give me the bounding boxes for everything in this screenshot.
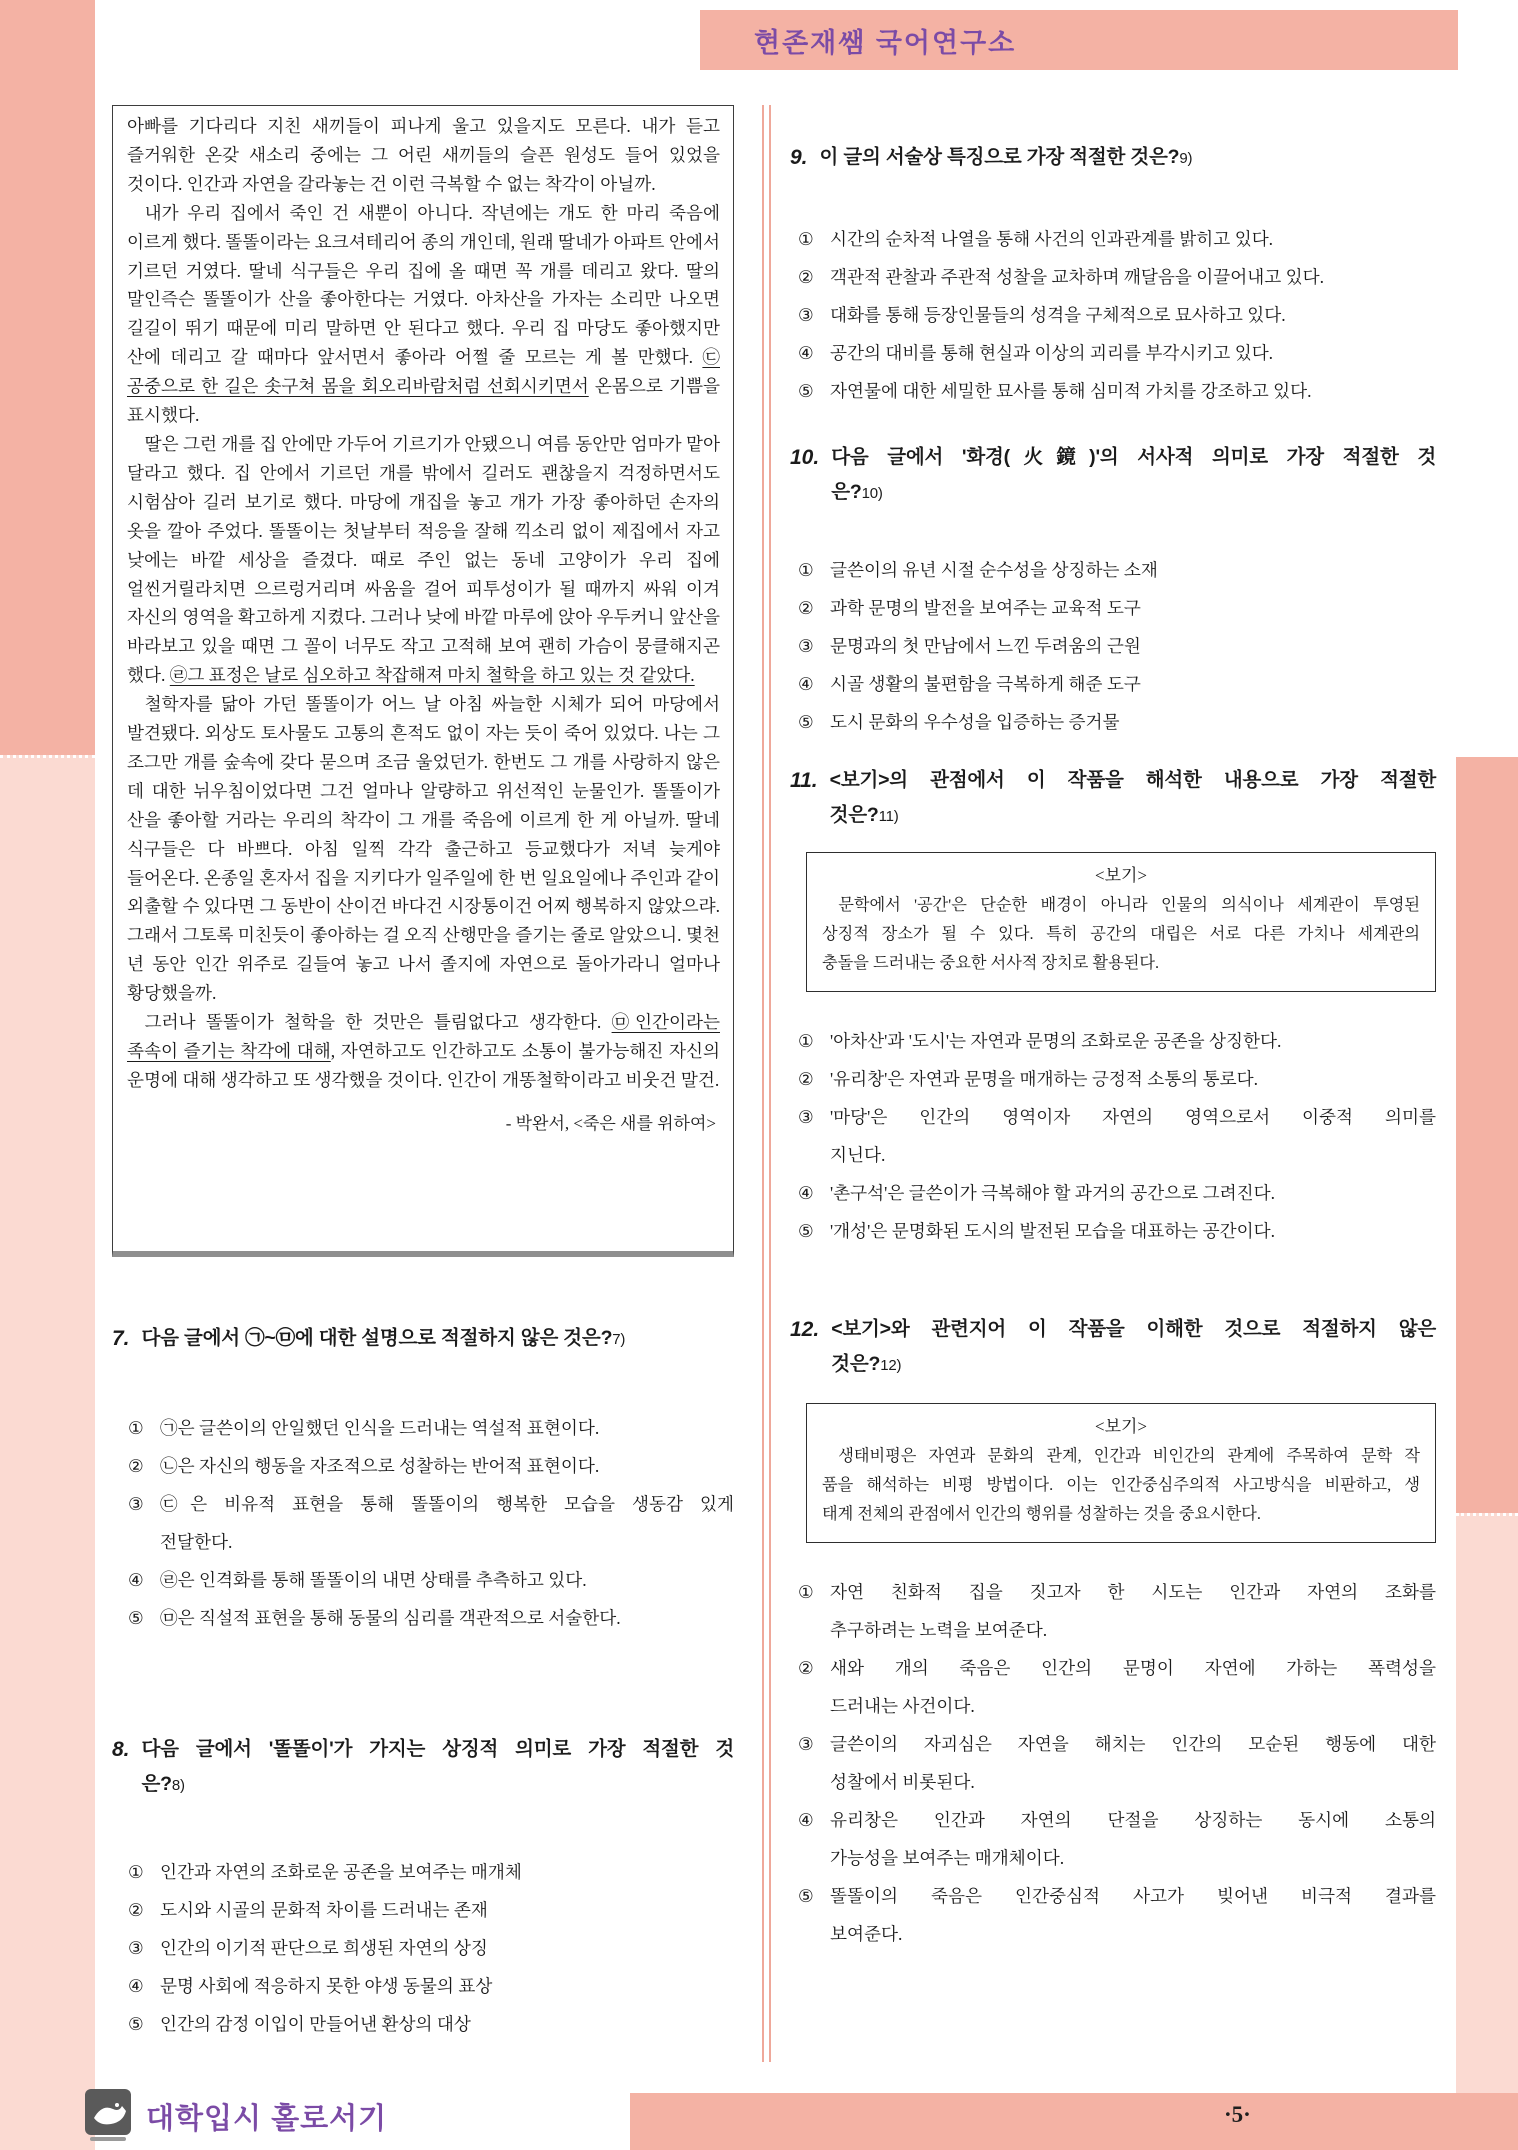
option-number: ① xyxy=(128,1862,144,1882)
question-number: 12. xyxy=(790,1318,820,1341)
bogi-line: 태계 전체의 관점에서 인간의 행위를 성찰하는 것을 중요시한다. xyxy=(822,1505,1261,1523)
answer-option xyxy=(798,627,1436,665)
option-line: 도시 문화의 우수성을 입증하는 증거물 xyxy=(830,712,1120,732)
site-logo xyxy=(84,2088,132,2142)
bogi-line: 문학에서 '공간'은 단순한 배경이 아니라 인물의 의식이나 세계관이 투영된 xyxy=(838,896,1420,914)
question-prompt xyxy=(820,140,1436,176)
option-line: 자연물에 대한 세밀한 묘사를 통해 심미적 가치를 강조하고 있다. xyxy=(830,381,1312,401)
answer-option xyxy=(798,1212,1436,1250)
option-number: ② xyxy=(798,598,814,618)
answer-option xyxy=(798,665,1436,703)
prompt-line: 다음 글에서 ㉠~㉤에 대한 설명으로 적절하지 않은 것은?7) xyxy=(141,1327,626,1349)
option-number: ⑤ xyxy=(128,1608,144,1628)
option-number: ④ xyxy=(128,1976,144,1996)
answer-option xyxy=(128,1485,734,1561)
bottom-banner xyxy=(630,2093,1518,2150)
passage-paragraph: 딸은 그런 개를 집 안에만 가두어 기르기가 안됐으니 여름 동안만 엄마가 맡아 달라고 했다. 집 안에서 기르던 개를 밖에서 길러도 괜찮을지 걱정하면서도 시험삼아 길러 보기로 했다. 마당에 개집을 놓고 개가 가장 좋아하던 손자의 옷을 깔아 주었다. 똘똘이는 첫날부터 적응을 잘해 끽소리 없이 제집에서 자고 낮에는 바깥 세상을 즐겼다. 때로 주인 없는 동네 고양이가 우리 집에 얼씬거릴라치면 으르렁거리며 싸움을 걸어 피투성이가 될 때까지 싸워 이겨 자신의 영역을 확고하게 지켰다. 그러나 낮에 바깥 마루에 앉아 우두커니 앞산을 바라보고 있을 때면 그 꼴이 너무도 작고 고적해 보여 괜히 가슴이 뭉클해지곤 했다. ㉣그 표정은 날로 심오하고 착잡해져 마치 철학을 하고 있는 것 같았다. xyxy=(127,433,720,686)
option-line: 똘똘이의 죽음은 인간중심적 사고가 빚어낸 비극적 결과를 xyxy=(830,1886,1436,1906)
decor-right-strip-bottom xyxy=(1456,1513,1518,2150)
option-list xyxy=(790,551,1436,741)
option-line: 대화를 통해 등장인물들의 성격을 구체적으로 묘사하고 있다. xyxy=(830,305,1286,325)
option-number: ④ xyxy=(798,1183,814,1203)
footnote-ref: 7) xyxy=(612,1331,626,1348)
bogi-line: 상징적 장소가 될 수 있다. 특히 공간의 대립은 서로 다른 가치나 세계관의 xyxy=(822,925,1420,943)
option-line: 문명 사회에 적응하지 못한 야생 동물의 표상 xyxy=(160,1976,493,1996)
prompt-line: 은?10) xyxy=(831,481,883,503)
option-line: 인간의 이기적 판단으로 희생된 자연의 상징 xyxy=(160,1938,488,1958)
answer-option xyxy=(798,1060,1436,1098)
option-number: ① xyxy=(798,1582,814,1602)
option-line: 시골 생활의 불편함을 극복하게 해준 도구 xyxy=(830,674,1141,694)
bogi-line: 생태비평은 자연과 문화의 관계, 인간과 비인간의 관계에 주목하여 문학 작 xyxy=(838,1447,1420,1465)
question-12 xyxy=(790,1312,1436,1953)
question-prompt xyxy=(142,1732,734,1803)
passage-paragraph: 그러나 똘똘이가 철학을 한 것만은 틀림없다고 생각한다. ㉤인간이라는 족속이 즐기는 착각에 대해, 자연하고도 인간하고도 소통이 불가능해진 자신의 운명에 대해 생각하고 또 생각했을 것이다. 인간이 개똥철학이라고 비웃건 말건. xyxy=(127,1012,720,1090)
right-column xyxy=(790,140,1436,1953)
question-head xyxy=(790,1312,1436,1383)
question-head xyxy=(790,140,1436,176)
question-number: 8. xyxy=(112,1738,130,1761)
option-list xyxy=(790,1573,1436,1953)
option-line: 추구하려는 노력을 보여준다. xyxy=(830,1620,1048,1640)
option-line: '개성'은 문명화된 도시의 발전된 모습을 대표하는 공간이다. xyxy=(830,1221,1276,1241)
option-line: 자연 친화적 집을 짓고자 한 시도는 인간과 자연의 조화를 xyxy=(830,1582,1436,1602)
footnote-ref: 11) xyxy=(878,808,899,825)
option-number: ③ xyxy=(798,305,814,325)
question-number: 11. xyxy=(790,769,818,792)
question-8 xyxy=(112,1732,734,2043)
question-prompt xyxy=(831,440,1436,511)
answer-option xyxy=(798,1022,1436,1060)
option-number: ② xyxy=(128,1456,144,1476)
option-line: 공간의 대비를 통해 현실과 이상의 괴리를 부각시키고 있다. xyxy=(830,343,1274,363)
passage-body xyxy=(127,112,720,1095)
question-prompt xyxy=(142,1321,734,1357)
left-column xyxy=(112,105,734,2043)
answer-option xyxy=(128,2005,734,2043)
option-number: ③ xyxy=(798,1734,814,1754)
option-line: ㉢은 비유적 표현을 통해 똘똘이의 행복한 모습을 생동감 있게 xyxy=(160,1494,734,1514)
option-line: 가능성을 보여주는 매개체이다. xyxy=(830,1848,1065,1868)
answer-option xyxy=(798,296,1436,334)
option-number: ① xyxy=(128,1418,144,1438)
option-number: ④ xyxy=(798,1810,814,1830)
passage-paragraph: 내가 우리 집에서 죽인 건 새뿐이 아니다. 작년에는 개도 한 마리 죽음에 이르게 했다. 똘똘이라는 요크셔테리어 종의 개인데, 원래 딸네가 아파트 안에서 기르던 거였다. 딸네 식구들은 우리 집에 올 때면 꼭 개를 데리고 왔다. 딸의 말인즉슨 똘똘이가 산을 좋아한다는 거였다. 아차산을 가자는 소리만 나오면 길길이 뛰기 때문에 미리 말하면 안 된다고 했다. 우리 집 마당도 좋아했지만 산에 데리고 갈 때마다 앞서면서 좋아라 어쩔 줄 모르는 게 볼 만했다. ㉢공중으로 한 길은 솟구쳐 몸을 회오리바람처럼 선회시키면서 온몸으로 기쁨을 표시했다. xyxy=(127,202,720,426)
option-number: ④ xyxy=(128,1570,144,1590)
passage-box xyxy=(112,105,734,1257)
footnote-ref: 9) xyxy=(1179,150,1193,167)
passage-paragraph: 아빠를 기다리다 지친 새끼들이 피나게 울고 있을지도 모른다. 내가 듣고 즐거워한 온갖 새소리 중에는 그 어린 새끼들의 슬픈 원성도 들어 있었을 것이다. 인간과 자연을 갈라놓는 건 이런 극복할 수 없는 착각이 아닐까. xyxy=(127,116,720,194)
bogi-title: <보기> xyxy=(1094,866,1148,885)
question-7 xyxy=(112,1321,734,1637)
answer-option xyxy=(128,1599,734,1637)
bogi-box xyxy=(806,852,1436,992)
option-list xyxy=(790,220,1436,410)
footnote-ref: 10) xyxy=(861,485,883,502)
answer-option xyxy=(798,1573,1436,1649)
answer-option xyxy=(798,703,1436,741)
prompt-line: <보기>와 관련지어 이 작품을 이해한 것으로 적절하지 않은 xyxy=(831,1318,1436,1340)
prompt-line: 이 글의 서술상 특징으로 가장 적절한 것은?9) xyxy=(819,146,1193,168)
question-head xyxy=(112,1732,734,1803)
option-line: '마당'은 인간의 영역이자 자연의 영역으로서 이중적 의미를 xyxy=(830,1107,1436,1127)
question-head xyxy=(112,1321,734,1357)
answer-option xyxy=(798,1801,1436,1877)
option-number: ⑤ xyxy=(798,1221,814,1241)
option-line: 문명과의 첫 만남에서 느낀 두려움의 근원 xyxy=(830,636,1141,656)
answer-option xyxy=(128,1891,734,1929)
option-number: ⑤ xyxy=(798,712,814,732)
answer-option xyxy=(128,1929,734,1967)
question-head xyxy=(790,763,1436,834)
column-divider xyxy=(762,105,771,2062)
option-number: ③ xyxy=(128,1938,144,1958)
option-number: ② xyxy=(798,1658,814,1678)
answer-option xyxy=(798,220,1436,258)
option-number: ③ xyxy=(128,1494,144,1514)
option-line: 과학 문명의 발전을 보여주는 교육적 도구 xyxy=(830,598,1141,618)
question-number: 10. xyxy=(790,446,820,469)
option-line: 도시와 시골의 문화적 차이를 드러내는 존재 xyxy=(160,1900,488,1920)
decor-left-strip-top xyxy=(0,0,95,755)
question-prompt xyxy=(831,1312,1436,1383)
answer-option xyxy=(798,1649,1436,1725)
question-number: 7. xyxy=(112,1327,130,1350)
option-line: ㉠은 글쓴이의 안일했던 인식을 드러내는 역설적 표현이다. xyxy=(160,1418,600,1438)
option-line: '아차산'과 '도시'는 자연과 문명의 조화로운 공존을 상징한다. xyxy=(830,1031,1282,1051)
option-number: ③ xyxy=(798,1107,814,1127)
option-line: 드러내는 사건이다. xyxy=(830,1696,975,1716)
answer-option xyxy=(798,551,1436,589)
question-11 xyxy=(790,763,1436,1250)
prompt-line: <보기>의 관점에서 이 작품을 해석한 내용으로 가장 적절한 xyxy=(829,769,1436,791)
footer-brand: 대학입시 홀로서기 xyxy=(146,2103,388,2135)
option-number: ① xyxy=(798,229,814,249)
option-line: 인간의 감정 이입이 만들어낸 환상의 대상 xyxy=(160,2014,471,2034)
option-line: 인간과 자연의 조화로운 공존을 보여주는 매개체 xyxy=(160,1862,522,1882)
answer-option xyxy=(798,1174,1436,1212)
option-number: ④ xyxy=(798,343,814,363)
prompt-line: 것은?11) xyxy=(829,804,899,826)
option-line: 전달한다. xyxy=(160,1532,233,1552)
option-line: 객관적 관찰과 주관적 성찰을 교차하며 깨달음을 이끌어내고 있다. xyxy=(830,267,1325,287)
option-line: 유리창은 인간과 자연의 단절을 상징하는 동시에 소통의 xyxy=(830,1810,1436,1830)
option-number: ② xyxy=(128,1900,144,1920)
answer-option xyxy=(798,589,1436,627)
decor-left-strip-bottom xyxy=(0,755,95,2150)
option-line: '유리창'은 자연과 문명을 매개하는 긍정적 소통의 통로다. xyxy=(830,1069,1259,1089)
answer-option xyxy=(798,1877,1436,1953)
prompt-line: 다음 글에서 '똘똘이'가 가지는 상징적 의미로 가장 적절한 것 xyxy=(141,1738,734,1760)
option-line: ㉡은 자신의 행동을 자조적으로 성찰하는 반어적 표현이다. xyxy=(160,1456,600,1476)
bogi-title: <보기> xyxy=(1094,1417,1148,1436)
question-head xyxy=(790,440,1436,511)
passage-attribution: - 박완서, <죽은 새를 위하여> xyxy=(505,1113,716,1133)
option-line: 글쓴이의 자괴심은 자연을 해치는 인간의 모순된 행동에 대한 xyxy=(830,1734,1436,1754)
answer-option xyxy=(128,1853,734,1891)
option-number: ③ xyxy=(798,636,814,656)
option-number: ① xyxy=(798,1031,814,1051)
prompt-line: 것은?12) xyxy=(831,1353,902,1375)
answer-option xyxy=(798,372,1436,410)
option-list xyxy=(112,1409,734,1637)
answer-option xyxy=(798,1725,1436,1801)
decor-right-strip-top xyxy=(1456,757,1518,1513)
passage-paragraph: 철학자를 닮아 가던 똘똘이가 어느 날 아침 싸늘한 시체가 되어 마당에서 발견됐다. 외상도 토사물도 고통의 흔적도 없이 자는 듯이 죽어 있었다. 나는 그 조그만 개를 숲속에 갖다 묻으며 조금 울었던가. 한번도 그 개를 사랑하지 않은 데 대한 뉘우침이었다면 그건 얼마나 알량하고 위선적인 눈물인가. 똘똘이가 산을 좋아할 거라는 우리의 착각이 그 개를 죽음에 이르게 한 게 아닐까. 딸네 식구들은 다 바쁘다. 아침 일찍 각각 출근하고 등교했다가 저녁 늦게야 들어온다. 온종일 혼자서 집을 지키다가 일주일에 한 번 일요일에나 주인과 같이 외출할 수 있다면 그 동반이 산이건 바다건 시장통이건 어찌 행복하지 않았으랴. 그래서 그토록 미친듯이 좋아하는 걸 오직 산행만을 즐기는 줄로 알았으니. 몇천 년 동안 인간 위주로 길들여 놓고 나서 졸지에 자연으로 돌아가라니 얼마나 황당했을까. xyxy=(127,694,720,1004)
answer-option xyxy=(128,1409,734,1447)
question-number: 9. xyxy=(790,146,808,169)
answer-option xyxy=(798,258,1436,296)
option-number: ④ xyxy=(798,674,814,694)
answer-option xyxy=(798,334,1436,372)
option-line: 새와 개의 죽음은 인간의 문명이 자연에 가하는 폭력성을 xyxy=(830,1658,1436,1678)
option-line: ㉣은 인격화를 통해 똘똘이의 내면 상태를 추측하고 있다. xyxy=(160,1570,587,1590)
answer-option xyxy=(128,1561,734,1599)
prompt-line: 다음 글에서 '화경(火鏡)'의 서사적 의미로 가장 적절한 것 xyxy=(831,446,1436,468)
bogi-line: 품을 해석하는 비평 방법이다. 이는 인간중심주의적 사고방식을 비판하고, 생 xyxy=(822,1476,1420,1494)
question-prompt xyxy=(830,763,1436,834)
option-number: ① xyxy=(798,560,814,580)
option-line: 성찰에서 비롯된다. xyxy=(830,1772,975,1792)
question-9 xyxy=(790,140,1436,410)
footnote-ref: 12) xyxy=(880,1357,902,1374)
option-number: ⑤ xyxy=(128,2014,144,2034)
page-number: ·5· xyxy=(1224,2102,1251,2127)
option-number: ⑤ xyxy=(798,381,814,401)
option-line: 보여준다. xyxy=(830,1924,903,1944)
footnote-ref: 8) xyxy=(171,1777,185,1794)
answer-option xyxy=(798,1098,1436,1174)
option-number: ② xyxy=(798,267,814,287)
option-list xyxy=(112,1853,734,2043)
brand-title: 현존재쌤 국어연구소 xyxy=(754,27,1017,58)
option-line: 시간의 순차적 나열을 통해 사건의 인과관계를 밝히고 있다. xyxy=(830,229,1274,249)
top-banner xyxy=(700,10,1458,70)
prompt-line: 은?8) xyxy=(141,1773,185,1795)
option-number: ⑤ xyxy=(798,1886,814,1906)
question-10 xyxy=(790,440,1436,741)
option-line: 지닌다. xyxy=(830,1145,886,1165)
option-line: ㉤은 직설적 표현을 통해 동물의 심리를 객관적으로 서술한다. xyxy=(160,1608,621,1628)
option-line: '촌구석'은 글쓴이가 극복해야 할 과거의 공간으로 그려진다. xyxy=(830,1183,1276,1203)
option-number: ② xyxy=(798,1069,814,1089)
bogi-box xyxy=(806,1403,1436,1543)
option-list xyxy=(790,1022,1436,1250)
bogi-line: 충돌을 드러내는 중요한 서사적 장치로 활용된다. xyxy=(822,954,1160,972)
option-line: 글쓴이의 유년 시절 순수성을 상징하는 소재 xyxy=(830,560,1158,580)
answer-option xyxy=(128,1447,734,1485)
answer-option xyxy=(128,1967,734,2005)
